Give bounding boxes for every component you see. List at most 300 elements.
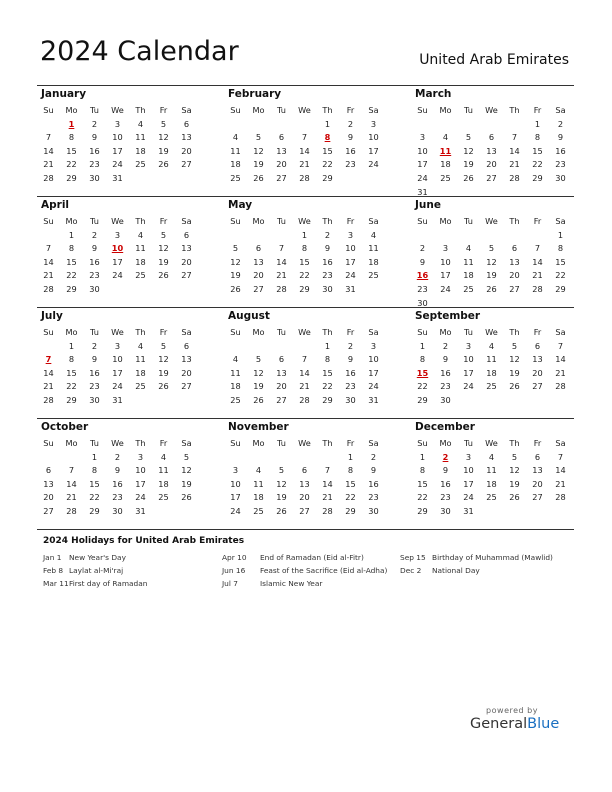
holiday-day-cell: 7: [45, 354, 52, 365]
weekday-label: Fr: [346, 105, 355, 115]
day-cell: 27: [532, 492, 543, 503]
day-cell: 24: [112, 381, 123, 392]
day-cell: 20: [276, 381, 287, 392]
day-cell: 20: [253, 270, 264, 281]
weekday-label: Th: [509, 216, 520, 226]
day-cell: 14: [66, 478, 77, 489]
day-cell: [247, 450, 270, 464]
holiday-date: Mar 11: [43, 579, 69, 588]
day-cell: 11: [463, 256, 474, 267]
day-cell: 4: [488, 340, 495, 351]
day-cell: 5: [511, 340, 518, 351]
day-cell: [224, 339, 247, 353]
holiday-name: Birthday of Muhammad (Mawlid): [432, 553, 553, 562]
week-row: [37, 352, 199, 366]
day-cell: 5: [232, 243, 239, 254]
day-cell: 14: [555, 465, 566, 476]
holiday-name: End of Ramadan (Eid al-Fitr): [260, 553, 364, 562]
week-row: [411, 504, 573, 518]
week-row: [224, 504, 386, 518]
day-cell: 14: [555, 354, 566, 365]
day-cell: [224, 228, 247, 242]
day-cell: 16: [368, 478, 379, 489]
day-cell: 5: [255, 132, 262, 143]
day-cell: 26: [276, 506, 287, 516]
day-cell: [129, 171, 152, 185]
week-row: [224, 130, 386, 144]
weekday-label: Th: [135, 438, 146, 448]
day-cell: [293, 339, 316, 353]
weekday-header: [224, 214, 386, 228]
weekday-label: Fr: [346, 327, 355, 337]
weekday-label: Fr: [159, 438, 168, 448]
day-cell: 5: [160, 118, 167, 129]
day-cell: 2: [114, 451, 121, 462]
day-cell: 29: [66, 284, 77, 294]
month-block: [224, 86, 386, 194]
day-cell: 7: [301, 354, 308, 365]
day-cell: 27: [276, 395, 287, 405]
week-row: [37, 157, 199, 171]
day-cell: 28: [66, 506, 77, 516]
week-row: [411, 117, 573, 131]
weekday-label: Sa: [181, 327, 192, 337]
day-cell: 26: [509, 492, 520, 503]
day-cell: 8: [419, 354, 426, 365]
day-cell: [526, 504, 549, 518]
calendar-row: [37, 85, 574, 196]
day-cell: 21: [43, 270, 54, 281]
day-cell: 20: [532, 367, 543, 378]
day-cell: 31: [368, 395, 379, 405]
day-cell: 15: [66, 145, 77, 156]
day-cell: 1: [68, 340, 75, 351]
week-row: [37, 228, 199, 242]
day-cell: [480, 504, 503, 518]
day-cell: 29: [89, 506, 100, 516]
day-cell: 8: [557, 243, 564, 254]
day-cell: 23: [89, 159, 100, 170]
day-cell: 30: [112, 506, 123, 516]
day-cell: 7: [45, 243, 52, 254]
day-cell: 13: [486, 145, 497, 156]
day-cell: 14: [43, 256, 54, 267]
day-cell: 12: [158, 243, 169, 254]
day-cell: 18: [486, 367, 497, 378]
weekday-label: Tu: [277, 438, 286, 448]
day-cell: 19: [463, 159, 474, 170]
day-cell: 10: [368, 132, 379, 143]
week-row: [37, 144, 199, 158]
holiday-list-title: 2024 Holidays for United Arab Emirates: [43, 536, 245, 546]
day-cell: 15: [532, 145, 543, 156]
day-cell: [129, 393, 152, 407]
weekday-label: Fr: [159, 105, 168, 115]
month-block: [37, 86, 199, 194]
day-cell: 19: [253, 159, 264, 170]
day-cell: 6: [488, 132, 495, 143]
weekday-label: We: [298, 327, 311, 337]
day-cell: 1: [419, 451, 426, 462]
day-cell: 12: [158, 132, 169, 143]
day-cell: 15: [322, 145, 333, 156]
week-row: [411, 477, 573, 491]
day-cell: 20: [181, 367, 192, 378]
day-cell: 19: [253, 381, 264, 392]
holiday-day-cell: 8: [324, 132, 331, 143]
day-cell: 29: [322, 395, 333, 405]
day-cell: 12: [509, 354, 520, 365]
weekday-label: Tu: [277, 105, 286, 115]
weekday-label: Su: [230, 438, 241, 448]
weekday-label: Fr: [346, 216, 355, 226]
day-cell: 1: [419, 340, 426, 351]
day-cell: [175, 393, 198, 407]
day-cell: 18: [135, 256, 146, 267]
day-cell: 13: [276, 145, 287, 156]
day-cell: 27: [181, 381, 192, 392]
day-cell: 15: [417, 478, 428, 489]
day-cell: 27: [181, 159, 192, 170]
day-cell: 3: [114, 340, 121, 351]
weekday-label: Sa: [555, 216, 566, 226]
day-cell: 6: [278, 132, 285, 143]
holiday-list: [43, 536, 573, 588]
day-cell: 28: [555, 381, 566, 392]
day-cell: [37, 117, 60, 131]
day-cell: 7: [324, 465, 331, 476]
day-cell: 11: [486, 354, 497, 365]
weekday-label: Sa: [368, 438, 379, 448]
day-cell: 27: [276, 173, 287, 183]
day-cell: 5: [511, 451, 518, 462]
day-cell: 6: [45, 465, 52, 476]
weekday-label: Su: [43, 216, 54, 226]
day-cell: 9: [91, 243, 98, 254]
day-cell: 23: [89, 381, 100, 392]
day-cell: 4: [442, 132, 449, 143]
weekday-label: Fr: [533, 105, 542, 115]
day-cell: 23: [112, 492, 123, 503]
weekday-label: Fr: [533, 216, 542, 226]
week-row: [411, 144, 573, 158]
week-row: [37, 241, 199, 255]
weekday-label: Sa: [181, 216, 192, 226]
day-cell: 2: [91, 229, 98, 240]
weekday-header: [37, 436, 199, 450]
day-cell: 17: [230, 492, 241, 503]
day-cell: 16: [440, 478, 451, 489]
day-cell: 21: [43, 381, 54, 392]
day-cell: [411, 228, 434, 242]
day-cell: 8: [534, 132, 541, 143]
day-cell: [270, 339, 293, 353]
weekday-label: Th: [322, 105, 333, 115]
day-cell: 14: [509, 145, 520, 156]
day-cell: 20: [299, 492, 310, 503]
day-cell: 28: [299, 173, 310, 183]
week-row: [37, 366, 199, 380]
page-header: [40, 36, 575, 80]
weekday-header: [37, 214, 199, 228]
day-cell: 21: [532, 270, 543, 281]
day-cell: 22: [89, 492, 100, 503]
month-block: [224, 308, 386, 416]
day-cell: 17: [368, 145, 379, 156]
weekday-header: [37, 325, 199, 339]
day-cell: 5: [488, 243, 495, 254]
powered-by-text: powered by: [486, 706, 538, 715]
day-cell: 28: [509, 173, 520, 183]
day-cell: [293, 117, 316, 131]
day-cell: 27: [43, 506, 54, 516]
day-cell: 24: [368, 159, 379, 170]
day-cell: [526, 228, 549, 242]
week-row: [224, 366, 386, 380]
week-row: [224, 379, 386, 393]
day-cell: 9: [324, 243, 331, 254]
day-cell: [457, 117, 480, 131]
day-cell: 19: [509, 478, 520, 489]
weekday-label: We: [485, 438, 498, 448]
day-cell: 23: [440, 381, 451, 392]
week-row: [37, 490, 199, 504]
weekday-label: Su: [43, 438, 54, 448]
day-cell: 12: [253, 145, 264, 156]
day-cell: 21: [276, 270, 287, 281]
week-row: [224, 352, 386, 366]
day-cell: 6: [278, 354, 285, 365]
day-cell: 6: [183, 340, 190, 351]
day-cell: 11: [230, 367, 241, 378]
day-cell: 2: [370, 451, 377, 462]
day-cell: 18: [135, 145, 146, 156]
day-cell: 29: [532, 173, 543, 183]
day-cell: 2: [347, 118, 354, 129]
day-cell: 10: [112, 132, 123, 143]
day-cell: 26: [181, 492, 192, 503]
holiday-day-cell: 15: [416, 367, 429, 378]
day-cell: 6: [534, 451, 541, 462]
day-cell: 8: [91, 465, 98, 476]
day-cell: 21: [555, 478, 566, 489]
day-cell: 14: [276, 256, 287, 267]
day-cell: 7: [45, 132, 52, 143]
day-cell: 21: [43, 159, 54, 170]
month-block: [411, 197, 573, 308]
day-cell: 21: [299, 381, 310, 392]
day-cell: 17: [368, 367, 379, 378]
day-cell: 3: [347, 229, 354, 240]
day-cell: 10: [440, 256, 451, 267]
weekday-header: [411, 214, 573, 228]
week-row: [224, 241, 386, 255]
day-cell: 12: [509, 465, 520, 476]
day-cell: 31: [135, 506, 146, 516]
weekday-label: Tu: [90, 327, 99, 337]
day-cell: 1: [557, 229, 564, 240]
day-cell: 11: [135, 243, 146, 254]
day-cell: 17: [417, 159, 428, 170]
day-cell: 12: [158, 354, 169, 365]
day-cell: [270, 450, 293, 464]
day-cell: 13: [181, 354, 192, 365]
day-cell: 2: [442, 340, 449, 351]
day-cell: 13: [253, 256, 264, 267]
week-row: [224, 393, 386, 407]
month-name: March: [415, 88, 452, 100]
weekday-label: Sa: [181, 105, 192, 115]
day-cell: 31: [463, 506, 474, 516]
day-cell: 18: [368, 256, 379, 267]
day-cell: [362, 171, 385, 185]
month-name: May: [228, 199, 253, 211]
week-row: [411, 463, 573, 477]
week-row: [224, 490, 386, 504]
day-cell: 7: [557, 340, 564, 351]
week-row: [224, 157, 386, 171]
day-cell: 24: [112, 159, 123, 170]
holiday-name: National Day: [432, 566, 480, 575]
day-cell: 19: [230, 270, 241, 281]
week-row: [411, 171, 573, 185]
day-cell: [175, 504, 198, 518]
day-cell: 19: [158, 145, 169, 156]
day-cell: 4: [255, 465, 262, 476]
day-cell: 19: [276, 492, 287, 503]
brand-name-part2: Blue: [527, 716, 560, 732]
day-cell: 26: [253, 395, 264, 405]
day-cell: 24: [368, 381, 379, 392]
weekday-label: Mo: [65, 105, 78, 115]
weekday-label: Th: [509, 327, 520, 337]
day-cell: 28: [43, 284, 54, 294]
weekday-header: [411, 325, 573, 339]
day-cell: 25: [135, 381, 146, 392]
day-cell: 6: [301, 465, 308, 476]
day-cell: 29: [66, 395, 77, 405]
day-cell: 15: [322, 367, 333, 378]
day-cell: 20: [486, 159, 497, 170]
day-cell: 20: [532, 478, 543, 489]
day-cell: 29: [66, 173, 77, 183]
day-cell: 15: [345, 478, 356, 489]
day-cell: 30: [89, 395, 100, 405]
day-cell: 18: [440, 159, 451, 170]
weekday-header: [37, 103, 199, 117]
month-name: September: [415, 310, 481, 322]
month-block: [224, 197, 386, 305]
week-row: [411, 130, 573, 144]
week-row: [224, 268, 386, 282]
day-cell: 9: [347, 132, 354, 143]
day-cell: 19: [158, 367, 169, 378]
day-cell: 13: [509, 256, 520, 267]
week-row: [411, 379, 573, 393]
week-row: [224, 171, 386, 185]
day-cell: 15: [555, 256, 566, 267]
day-cell: 31: [417, 186, 428, 197]
week-row: [37, 268, 199, 282]
day-cell: 9: [370, 465, 377, 476]
day-cell: 15: [89, 478, 100, 489]
day-cell: 17: [112, 367, 123, 378]
day-cell: [106, 282, 129, 296]
day-cell: 27: [486, 173, 497, 183]
day-cell: 24: [112, 270, 123, 281]
day-cell: 16: [89, 145, 100, 156]
week-row: [224, 477, 386, 491]
day-cell: 24: [463, 492, 474, 503]
week-row: [411, 490, 573, 504]
day-cell: 18: [463, 270, 474, 281]
holiday-name: Islamic New Year: [260, 579, 323, 588]
day-cell: 8: [347, 465, 354, 476]
day-cell: 17: [135, 478, 146, 489]
week-row: [411, 228, 573, 242]
week-row: [411, 352, 573, 366]
day-cell: 8: [324, 354, 331, 365]
day-cell: 6: [534, 340, 541, 351]
day-cell: 12: [253, 367, 264, 378]
weekday-header: [224, 103, 386, 117]
day-cell: 30: [555, 173, 566, 183]
weekday-label: Mo: [65, 327, 78, 337]
day-cell: 28: [555, 492, 566, 503]
day-cell: [152, 393, 175, 407]
day-cell: 25: [486, 381, 497, 392]
day-cell: 11: [135, 354, 146, 365]
day-cell: 24: [463, 381, 474, 392]
day-cell: 23: [417, 284, 428, 294]
day-cell: [457, 228, 480, 242]
day-cell: 20: [43, 492, 54, 503]
day-cell: 31: [345, 284, 356, 294]
day-cell: 23: [89, 270, 100, 281]
day-cell: 24: [440, 284, 451, 294]
day-cell: 27: [253, 284, 264, 294]
day-cell: 30: [440, 395, 451, 405]
day-cell: 20: [181, 256, 192, 267]
day-cell: 14: [299, 145, 310, 156]
week-row: [37, 504, 199, 518]
holiday-day-cell: 1: [68, 118, 75, 129]
day-cell: [503, 393, 526, 407]
day-cell: 27: [299, 506, 310, 516]
country-name: United Arab Emirates: [419, 52, 569, 68]
day-cell: 15: [66, 367, 77, 378]
day-cell: 22: [66, 159, 77, 170]
day-cell: 16: [345, 145, 356, 156]
week-row: [37, 282, 199, 296]
day-cell: 3: [465, 451, 472, 462]
day-cell: [362, 282, 385, 296]
weekday-label: Sa: [555, 327, 566, 337]
weekday-label: Su: [417, 327, 428, 337]
day-cell: 22: [66, 381, 77, 392]
day-cell: 27: [181, 270, 192, 281]
day-cell: 4: [137, 118, 144, 129]
month-name: October: [41, 421, 89, 433]
day-cell: 21: [509, 159, 520, 170]
month-name: August: [228, 310, 270, 322]
day-cell: 26: [486, 284, 497, 294]
month-block: [37, 197, 199, 305]
week-row: [411, 241, 573, 255]
day-cell: 31: [112, 395, 123, 405]
week-row: [224, 463, 386, 477]
day-cell: 29: [417, 395, 428, 405]
